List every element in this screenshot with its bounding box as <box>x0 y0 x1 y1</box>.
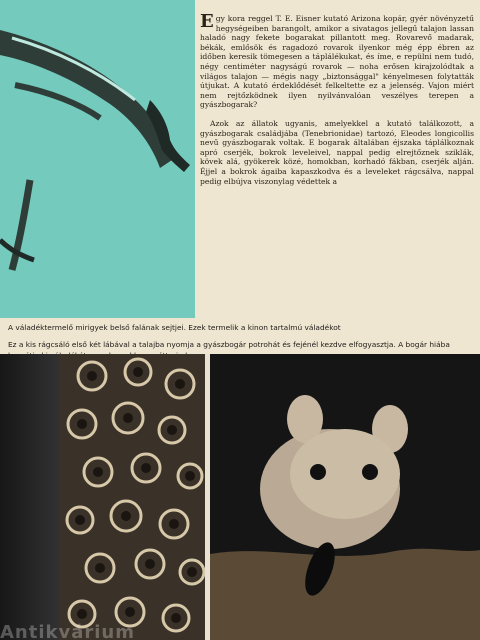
gland-cells-photo <box>60 354 205 640</box>
caption-gland-cells: A váladéktermelő mirigyek belső falának sejtjei. Ezek termelik a kinon tartalmú váladékot <box>8 323 341 332</box>
paragraph-1 <box>200 11 474 110</box>
beetle-leg-drawing <box>0 0 195 318</box>
watermark: Antikvárium <box>0 622 135 640</box>
rodent-eating-beetle <box>210 354 480 640</box>
photo-strip <box>0 354 480 640</box>
gland-cells-micrograph <box>60 354 205 640</box>
paragraph-1-text: gy kora reggel T. E. Eisner kutató Arizona kopár, gyér növényzetű hegységeiben barangolt, amikor a sivatagos jellegű talajon lassan haladó nagy fekete bogarakat pillantott meg. Rovarevő madarak, békák, emlősök és ragadozó rovarok ilyenkor még épp ébren az időben keresik tömegesen a táplálékukat, és íme, e repülni nem tudó, négy centiméter nagyságú rovarok — noha erősen kirajzolódtak a világos talajon — mégis nagy „biztonsággal" kényelmesen folytatták útjukat. A kutató érdeklődését felkeltette ez a jelenség. Vajon miért nem rejtőzködnek ilyen nyilvánvalóan veszélyes terepen a gyászbogarak? <box>200 14 474 110</box>
dark-photo <box>0 354 60 640</box>
paragraph-2: Azok az állatok ugyanis, amelyekkel a kutató találkozott, a gyászbogarak családjába (Tenebrionidae) tartozó, Eleodes longicollis nevű gyászbogarak voltak. E bogarak általában éjszaka táplálkoznak apró cserjék, bokrok leveleivel, nappal pedig elrejtőznek sziklák, kövek alá, gyökerek közé, homokban, korhadó fákban, cserjék alján. Éjjel a bokrok ágaiba kapaszkodva és a leveleket rágcsálva, nappal pedig elbújva viszonylag védettek a <box>200 118 474 186</box>
drop-cap: E <box>200 11 214 32</box>
dark-photo-texture <box>0 354 60 640</box>
caption-rodent: Ez a kis rágcsáló első két lábával a talajba nyomja a gyászbogár potrohát és fejénél kezdve elfogyasztja. A bogár hiába <box>8 340 450 349</box>
rodent-photo <box>210 354 480 640</box>
beetle-illustration <box>0 0 195 318</box>
article-body <box>200 11 474 314</box>
